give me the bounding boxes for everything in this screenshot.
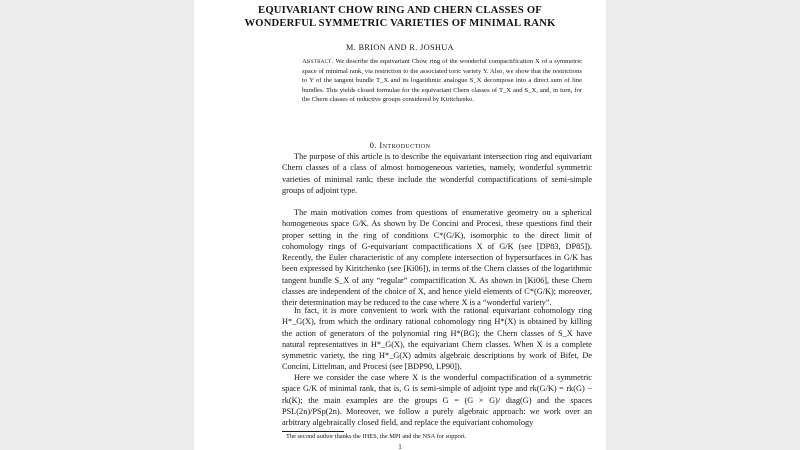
paper-title-line-1: EQUIVARIANT CHOW RING AND CHERN CLASSES OF xyxy=(258,5,542,16)
abstract xyxy=(302,57,582,105)
section-number: 0. xyxy=(369,140,377,150)
paper-page xyxy=(194,0,606,450)
section-title: Introduction xyxy=(379,140,431,150)
paragraph-2: The main motivation comes from questions of enumerative geometry on a spherical homogeneous space G/K. As shown by De Concini and Procesi, these questions find their proper setting in the ring of conditions C*(G/K), isomorphic to the direct limit of cohomology rings of G-equivariant compactifications X of G/K (see [DP83, DP85]). Recently, the Euler characteristic of any complete intersection of hypersurfaces in G/K has been expressed by Kiritchenko (see [Ki06]), in terms of the Chern classes of the logarithmic tangent bundle S_X of any “regular” compactification X. As shown in [Ki06], these Chern classes are independent of the choice of X, and hence yield elements of C*(G/K); moreover, their determination may be reduced to the case where X is a “wonderful variety”. xyxy=(282,208,592,308)
page-number: 1 xyxy=(398,443,402,450)
footnote-rule xyxy=(282,431,344,432)
paragraph-1: The purpose of this article is to describe the equivariant intersection ring and equivariant Chern classes of a class of almost homogeneous varieties, namely, wonderful symmetric varieties of minimal rank; these include the wonderful compactifications of semi-simple groups of adjoint type. xyxy=(282,152,592,195)
paper-title-line-2: WONDERFUL SYMMETRIC VARIETIES OF MINIMAL RANK xyxy=(244,18,556,29)
abstract-label: Abstract. xyxy=(302,58,334,65)
section-heading xyxy=(194,140,606,150)
paragraph-4: Here we consider the case where X is the wonderful compactification of a symmetric space G/K of minimal rank, that is, G is semi-simple of adjoint type and rk(G/K) = rk(G) − rk(K); the main examples are the groups G = (G × G)/ diag(G) and the spaces PSL(2n)/PSp(2n). Moreover, we follow a purely algebraic approach: we work over an arbitrary algebraically closed field, and replace the equivariant cohomology xyxy=(282,373,592,428)
right-margin-bar xyxy=(606,0,800,450)
paragraph-3: In fact, it is more convenient to work with the rational equivariant cohomology ring H*_G(X), from which the ordinary rational cohomology ring H*(X) is obtained by killing the action of generators of the polynomial ring H*(BG); the Chern classes of S_X have natural representatives in H*_G(X), the equivariant Chern classes. When X is a complete symmetric variety, the ring H*_G(X) admits algebraic descriptions by work of Bifet, De Concini, Littelman, and Procesi (see [BDP90, LP90]). xyxy=(282,306,592,372)
footnote: The second author thanks the IHES, the MPI and the NSA for support. xyxy=(286,433,467,440)
paper-authors: M. BRION AND R. JOSHUA xyxy=(346,43,454,52)
abstract-text: We describe the equivariant Chow ring of the wonderful compactification X of a symmetric space of minimal rank, via restriction to the associated toric variety Y. Also, we show that the restrictions to Y of the tangent bundle T_X and its logarithmic analogue S_X decompose into a direct sum of line bundles. This yields closed formulae for the equivariant Chern classes of T_X and S_X, and, in turn, for the Chern classes of reductive groups considered by Kiritchenko. xyxy=(302,58,583,104)
left-margin-bar xyxy=(0,0,194,450)
